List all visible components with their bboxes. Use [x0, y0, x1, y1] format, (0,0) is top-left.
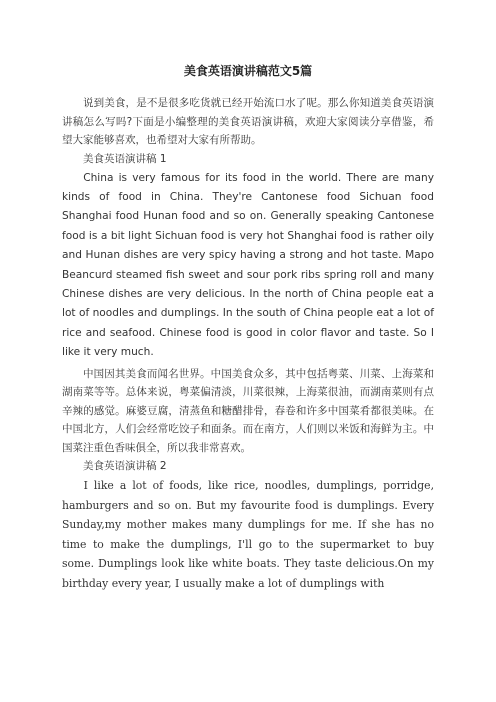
section-1-chinese-text: 中国因其美食而闻名世界。中国美食众多，其中包括粤菜、川菜、上海菜和湖南菜等等。总体来说，粤菜偏清淡，川菜很辣，上海菜很油，而湖南菜则有点辛辣的感觉。麻婆豆腐，清蒸鱼和糖醋排骨，春卷和许多中国菜肴都很美味。在中国北方，人们会经常吃饺子和面条。而在南方，人们则以米饭和海鲜为主。中国菜注重色香味俱全，所以我非常喜欢。	[62, 367, 434, 454]
section-2-heading: 美食英语演讲稿 2	[83, 460, 167, 473]
intro-paragraph: 说到美食，是不是很多吃货就已经开始流口水了呢。那么你知道美食英语演讲稿怎么写吗?下面是小编整理的美食英语演讲稿，欢迎大家阅读分享借鉴，希望大家能够喜欢，也希望对大家有所帮助。	[62, 97, 434, 146]
section-1-heading: 美食英语演讲稿 1	[83, 152, 167, 165]
section-2-english-text: I like a lot of foods, like rice, noodles, dumplings, porridge, hamburgers and so on. But my favourite food is dumplings. Every Sunday,my mother makes many dumplings for me. If she has no time to make the dumplings, I'll go to the supermarket to buy some. Dumplings look like white boats. They taste delicious.On my birthday every year, I usually make a lot of dumplings with	[62, 479, 434, 591]
document-title: 美食英语演讲稿范文5篇	[183, 64, 313, 78]
section-1-english-text: China is very famous for its food in the world. There are many kinds of food in China. They're Cantonese food Sichuan food Shanghai food Hunan food and so on. Generally speaking Cantonese food is a bit light Sichuan food is very hot Shanghai food is rather oily and Hunan dishes are very spicy having a strong and hot taste. Mapo Beancurd steamed fish sweet and sour pork ribs spring roll and many Chinese dishes are very delicious. In the north of China people eat a lot of noodles and dumplings. In the south of China people eat a lot of rice and seafood. Chinese food is good in color flavor and taste. So I like it very much.	[62, 171, 434, 359]
